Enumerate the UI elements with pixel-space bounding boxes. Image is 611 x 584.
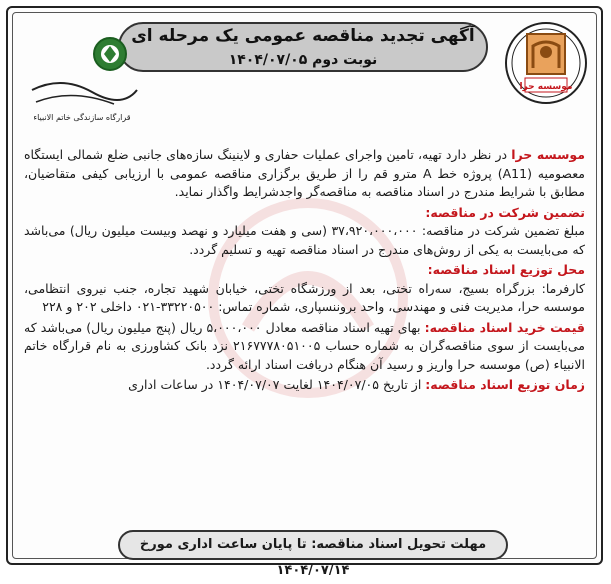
khatam-al-anbiya-logo-icon: [22, 30, 142, 130]
organization-name: موسسه حرا: [511, 147, 585, 162]
ad-title: آگهی تجدید مناقصه عمومی یک مرحله ای: [131, 26, 475, 46]
price-text: بهای تهیه اسناد مناقصه معادل ۵،۰۰۰،۰۰۰ ریال (پنج میلیون ریال) می‌باشد که می‌بایست از سوی مناقصه‌گران به شماره حساب ۲۱۶۷۷۷۸۰۵۱۰۰۵ نزد بانک کشاورزی به نام قرارگاه خاتم الانبیاء (ص) موسسه حرا واریز و رسید آن هنگام دریافت اسناد ارائه گردد.: [24, 319, 585, 372]
time-text: از تاریخ ۱۴۰۴/۰۷/۰۵ لغایت ۱۴۰۴/۰۷/۰۷ در ساعات اداری: [128, 377, 422, 392]
distribution-text: کارفرما: بزرگراه بسیج، سه‌راه تختی، بعد از ورزشگاه تختی، خیابان شهید تجاره، جنب نیروی انتظامی، موسسه حرا، مدیریت فنی و مهندسی، واحد بروننسپاری، شماره تماس: ۳۳۲۲۰۵۰۰-۰۲۱ داخلی ۲۰۲ و ۲۲۸: [24, 280, 585, 314]
title-banner: [118, 22, 488, 72]
left-logo-caption: قرارگاه سازندگی خاتم الانبیاء: [33, 113, 131, 122]
advertisement-frame: [6, 6, 603, 578]
distribution-heading: محل توزیع اسناد مناقصه:: [427, 262, 585, 277]
guarantee-heading: تضمین شرکت در مناقصه:: [425, 204, 585, 220]
ad-round-date: نوبت دوم ۱۴۰۴/۰۷/۰۵: [228, 52, 378, 68]
price-section: [24, 319, 585, 375]
intro-paragraph: [24, 146, 585, 202]
time-section: [24, 376, 585, 395]
distribution-section: [24, 261, 585, 317]
intro-text: در نظر دارد تهیه، تامین واجرای عملیات حفاری و لاینینگ سازه‌های جانبی ضلع شمالی ایستگاه معصومیه (A11) پروژه خط A مترو قم را از طریق برگزاری مناقصه عمومی با ارزیابی کیفی متقاضیان، مطابق با شرایط مندرج در اسناد مناقصه به مناقصه‌گر واجدشرایط واگذار نماید.: [24, 147, 586, 199]
right-logo-caption: موسسه حرا: [519, 82, 573, 92]
guarantee-section: [24, 204, 585, 260]
guarantee-text: مبلغ تضمین شرکت در مناقصه: ۳۷،۹۲۰،۰۰۰،۰۰۰ (سی و هفت میلیارد و نهصد وبیست میلیون ریال) می‌باشد که می‌بایست به یکی از روش‌های مندرج در اسناد مناقصه تهیه و تسلیم گردد.: [24, 223, 585, 257]
ad-body: [24, 146, 585, 397]
price-heading: قیمت خرید اسناد مناقصه:: [424, 319, 585, 335]
time-heading: زمان توزیع اسناد مناقصه:: [425, 377, 585, 392]
deadline-footer: مهلت تحویل اسناد مناقصه: تا پایان ساعت اداری مورخ ۱۴۰۴/۰۷/۱۴: [118, 530, 508, 560]
hera-institute-logo-icon: [503, 20, 589, 106]
